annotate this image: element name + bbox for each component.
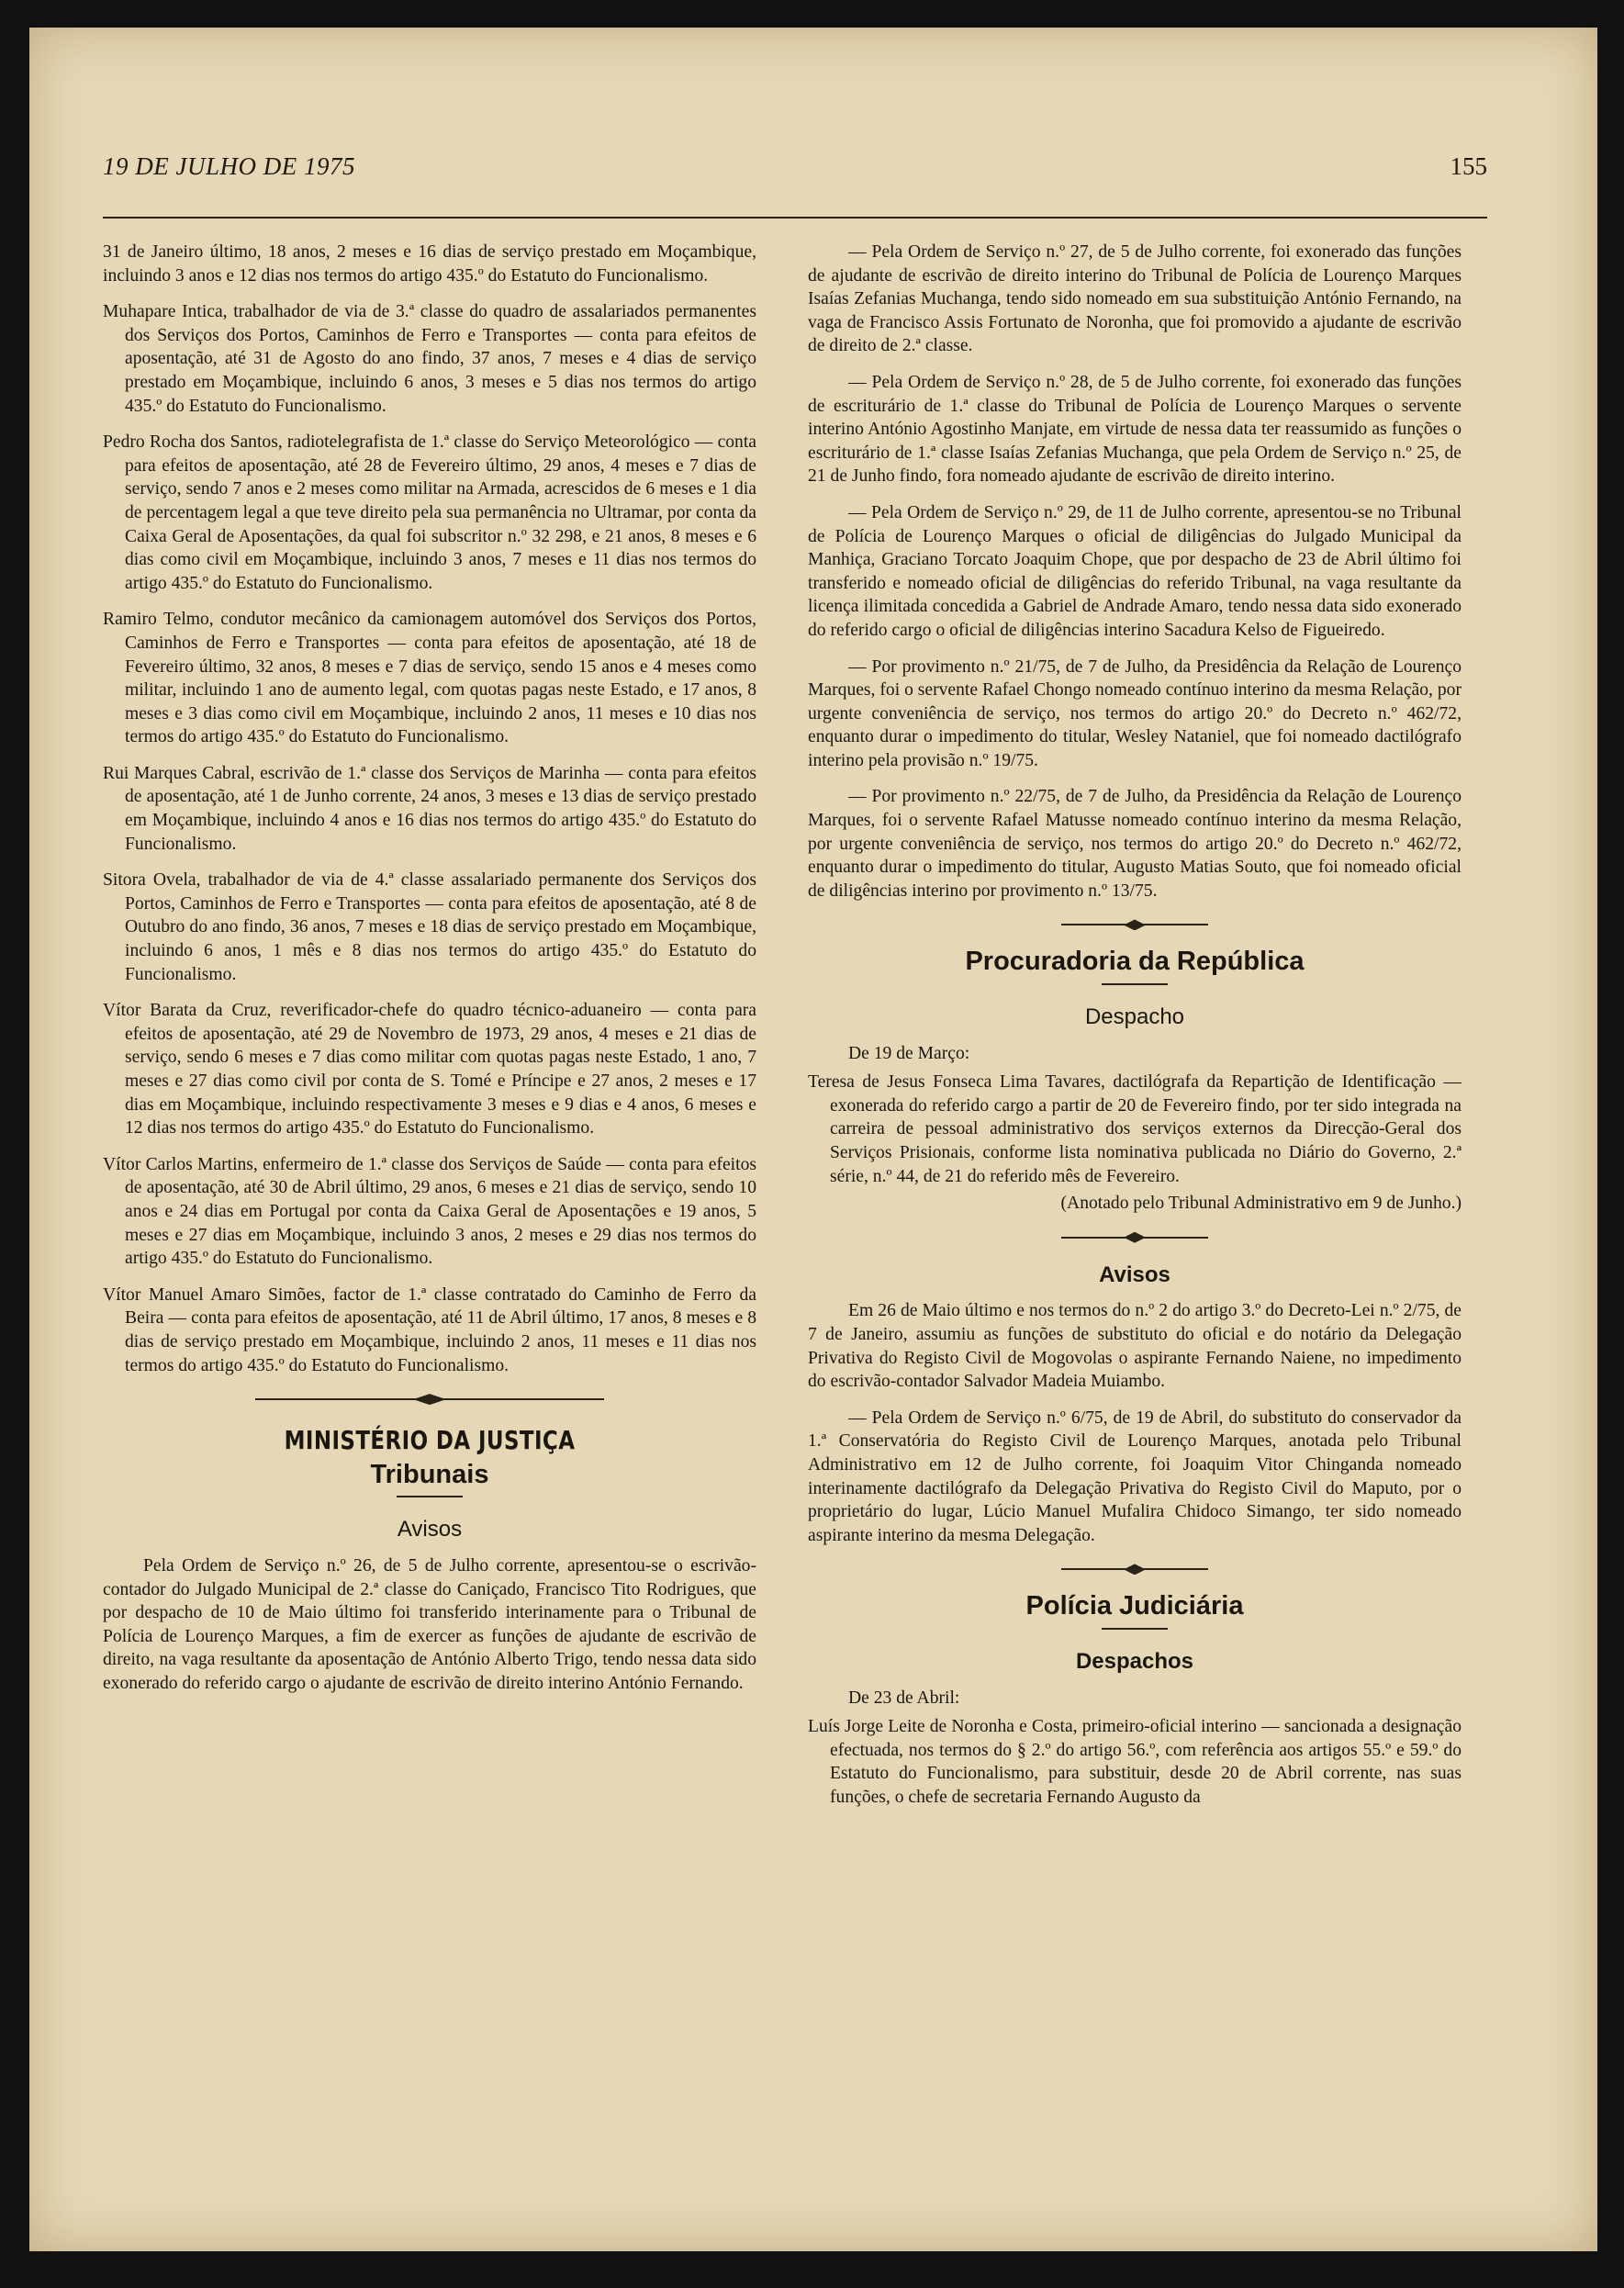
page-header [103,152,1487,219]
retirement-entry: Ramiro Telmo, condutor mecânico da camionagem automóvel dos Serviços dos Portos, Caminhos de Ferro e Transportes — conta para efeitos de aposentação, até 18 de Fevereiro último, 32 anos, 8 meses e 7 dias de serviço, sendo 15 anos e 4 meses como militar, incluindo 1 ano de aumento legal, com quotas pagas neste Estado, e 17 anos, 8 meses e 3 dias como civil em Moçambique, incluindo 2 anos, 11 meses e 10 dias nos termos do artigo 435.º do Estatuto do Funcionalismo. [103,610,756,747]
section-title-policia: Polícia Judiciária [1025,1591,1244,1621]
dispatch-date: De 23 de Abril: [848,1688,960,1708]
retirement-entry: Sitora Ovela, trabalhador de via de 4.ª classe assalariado permanente dos Serviços dos Portos, Caminhos de Ferro e Transportes — conta para efeitos de aposentação, até 8 de Outubro do ano findo, 36 anos, 7 meses e 18 dias de serviço prestado em Moçambique, incluindo 6 anos, 1 mês e 8 dias nos termos do artigo 435.º do Estatuto do Funcionalismo. [103,870,756,984]
section-separator [255,1392,604,1407]
retirement-entry: Rui Marques Cabral, escrivão de 1.ª classe dos Serviços de Marinha — conta para efeitos de aposentação, até 1 de Junho corrente, 24 anos, 3 meses e 13 dias de serviço prestado em Moçambique, incluindo 4 anos e 16 dias nos termos do artigo 435.º do Estatuto do Funcionalismo. [103,763,756,854]
notice-paragraph: — Pela Ordem de Serviço n.º 6/75, de 19 de Abril, do substituto do conservador da 1.ª Conservatória do Registo Civil de Lourenço Marques, anotada pelo Tribunal Administrativo em 12 de Julho corrente, foi Joaquim Vitor Chinganda nomeado interinamente dactilógrafo da Delegação Privativa do Registo Civil do Maputo, por o proprietário do lugar, Lúcio Manuel Mufalira Chidoco Simango, ter sido nomeado aspirante interino da mesma Delegação. [808,1408,1462,1545]
dispatch-entry: Luís Jorge Leite de Noronha e Costa, primeiro-oficial interino — sancionada a designação efectuada, nos termos do § 2.º do artigo 56.º, com referência aos artigos 55.º e 59.º do Estatuto do Funcionalismo, para substituir, desde 20 de Abril corrente, nas suas funções, o chefe de secretaria Fernando Augusto da [808,1717,1462,1807]
subsection-title-avisos: Avisos [397,1517,463,1542]
subsection-title-avisos: Avisos [1099,1262,1170,1287]
service-order-paragraph: — Por provimento n.º 21/75, de 7 de Julho, da Presidência da Relação de Lourenço Marques, foi o servente Rafael Chongo nomeado contínuo interino da mesma Relação, por urgente conveniência de serviço, nos termos do artigo 20.º do Decreto n.º 462/72, enquanto durar o impedimento do titular, Wesley Nataniel, que foi nomeado dactilógrafo interino pela provisão n.º 19/75. [808,656,1462,770]
service-order-paragraph: — Por provimento n.º 22/75, de 7 de Julho, da Presidência da Relação de Lourenço Marques, foi o servente Rafael Matusse nomeado contínuo interino da mesma Relação, por urgente conveniência de serviço, nos termos do artigo 20.º do Decreto n.º 462/72, enquanto durar o impedimento do titular, Augusto Matias Souto, que foi nomeado oficial de diligências interino por provimento n.º 13/75. [808,787,1462,901]
short-rule [1102,1628,1168,1630]
retirement-entry: Vítor Carlos Martins, enfermeiro de 1.ª classe dos Serviços de Saúde — conta para efeitos de aposentação, até 30 de Abril último, 29 anos, 6 meses e 21 dias de serviço, sendo 10 anos e 24 dias em Portugal por conta da Caixa Geral de Aposentações e 19 anos, 5 meses e 27 dias em Moçambique, incluindo 3 anos, 2 meses e 29 dias nos termos do artigo 435.º do Estatuto do Funcionalismo. [103,1154,756,1269]
ministry-heading: MINISTÉRIO DA JUSTIÇA [284,1425,576,1456]
retirement-entry: Vítor Barata da Cruz, reverificador-chefe do quadro técnico-aduaneiro — conta para efeitos de aposentação, até 29 de Novembro de 1973, 29 anos, 4 meses e 21 dias de serviço, sendo 6 meses e 7 dias como militar com quotas pagas neste Estado, 1 ano, 7 meses e 27 dias como civil por conta de S. Tomé e Príncipe e 27 anos, 2 meses e 17 dias em Moçambique, incluindo respectivamente 3 meses e 9 dias e 4 anos, 6 meses e 12 dias nos termos do artigo 435.º do Estatuto do Funcionalismo. [103,1001,756,1138]
section-separator [1061,1562,1208,1576]
short-rule [1102,983,1168,985]
notice-paragraph: Em 26 de Maio último e nos termos do n.º 2 do artigo 3.º do Decreto-Lei n.º 2/75, de 7 de Janeiro, assumiu as funções de substituto do oficial e do notário da Delegação Privativa do Registo Civil de Mogovolas o aspirante Fernando Naiene, no impedimento do escrivão-contador Salvador Madeia Muiambo. [808,1301,1462,1392]
section-separator [1061,1230,1208,1245]
retirement-entry: 31 de Janeiro último, 18 anos, 2 meses e 16 dias de serviço prestado em Moçambique, incluindo 3 anos e 12 dias nos termos do artigo 435.º do Estatuto do Funcionalismo. [103,242,756,286]
dispatch-date: De 19 de Março: [848,1043,970,1063]
section-title-procuradoria: Procuradoria da República [965,947,1305,977]
right-column [808,241,1462,1822]
left-column [103,241,756,1708]
short-rule [397,1496,463,1497]
retirement-entry: Vítor Manuel Amaro Simões, factor de 1.ª classe contratado do Caminho de Ferro da Beira — conta para efeitos de aposentação, até 11 de Abril último, 17 anos, 8 meses e 8 dias de serviço prestado em Moçambique, incluindo 2 anos, 11 meses e 11 dias nos termos do artigo 435.º do Estatuto do Funcionalismo. [103,1284,756,1375]
dispatch-note: (Anotado pelo Tribunal Administrativo em 9 de Junho.) [1060,1194,1462,1214]
notice-paragraph: Pela Ordem de Serviço n.º 26, de 5 de Julho corrente, apresentou-se o escrivão-contador do Julgado Municipal de 2.ª classe do Caniçado, Francisco Tito Rodrigues, que por despacho de 10 de Maio último foi transferido interinamente para o Tribunal de Polícia de Lourenço Marques, a fim de exercer as funções de ajudante de escrivão de direito, na vaga resultante da aposentação de António Alberto Trigo, tendo nessa data sido exonerado do referido cargo o ajudante de escrivão de direito interino António Fernando. [103,1555,756,1693]
subsection-title-despacho: Despacho [1084,1004,1185,1030]
retirement-entry: Muhapare Intica, trabalhador de via de 3.ª classe do quadro de assalariados permanentes dos Serviços dos Portos, Caminhos de Ferro e Transportes — conta para efeitos de aposentação, até 31 de Agosto do ano findo, 37 anos, 7 meses e 4 dias de serviço prestado em Moçambique, incluindo 6 anos, 3 meses e 5 dias nos termos do artigo 435.º do Estatuto do Funcionalismo. [103,302,756,416]
service-order-paragraph: — Pela Ordem de Serviço n.º 27, de 5 de Julho corrente, foi exonerado das funções de ajudante de escrivão de direito interino do Tribunal de Polícia de Lourenço Marques Isaías Zefanias Muchanga, tendo sido nomeado em sua substituição António Fernando, na vaga de Francisco Assis Fortunato de Noronha, que foi promovido a ajudante de escrivão de direito de 2.ª classe. [808,242,1462,356]
retirement-entry: Pedro Rocha dos Santos, radiotelegrafista de 1.ª classe do Serviço Meteorológico — conta para efeitos de aposentação, até 28 de Fevereiro último, 29 anos, 4 meses e 7 dias de serviço, sendo 7 anos e 2 meses como militar na Armada, acrescidos de 6 meses e 1 dia de percentagem legal a que teve direito pela sua permanência no Ultramar, por conta da Caixa Geral de Aposentações, da qual foi subscritor n.º 32 298, e 21 anos, 8 meses e 6 dias como civil em Moçambique, incluindo 3 anos, 7 meses e 11 dias nos termos do artigo 435.º do Estatuto do Funcionalismo. [103,432,756,593]
section-title-tribunais: Tribunais [370,1459,489,1489]
service-order-paragraph: — Pela Ordem de Serviço n.º 29, de 11 de Julho corrente, apresentou-se no Tribunal de Polícia de Lourenço Marques o oficial de diligências do Julgado Municipal da Manhiça, Graciano Torcato Joaquim Chope, que por despacho de 23 de Abril último foi transferido e nomeado oficial de diligências do referido Tribunal, na vaga resultante da licença ilimitada concedida a Gabriel de Andrade Amaro, tendo nessa data sido exonerado do referido cargo o oficial de diligências interino Sacadura Kelso de Figueiredo. [808,502,1462,640]
subsection-title-despachos: Despachos [1075,1648,1194,1674]
header-date: 19 DE JULHO DE 1975 [103,152,355,180]
section-separator [1061,917,1208,932]
newspaper-page [29,28,1597,2251]
page-number: 155 [1450,152,1487,180]
dispatch-entry: Teresa de Jesus Fonseca Lima Tavares, dactilógrafa da Repartição de Identificação — exonerada do referido cargo a partir de 20 de Fevereiro findo, por ter sido integrada na carreira de pessoal administrativo dos serviços externos da Direcção-Geral dos Serviços Prisionais, conforme lista nominativa publicada no Diário do Governo, 2.ª série, n.º 44, de 21 do referido mês de Fevereiro. [808,1072,1462,1186]
service-order-paragraph: — Pela Ordem de Serviço n.º 28, de 5 de Julho corrente, foi exonerado das funções de escriturário de 1.ª classe do Tribunal de Polícia de Lourenço Marques o servente interino António Agostinho Manjate, em virtude de nessa data ter reassumido as funções o escriturário de 1.ª classe Isaías Zefanias Muchanga, que pela Ordem de Serviço n.º 25, de 21 de Junho findo, fora nomeado ajudante de escrivão de direito interino. [808,372,1462,487]
